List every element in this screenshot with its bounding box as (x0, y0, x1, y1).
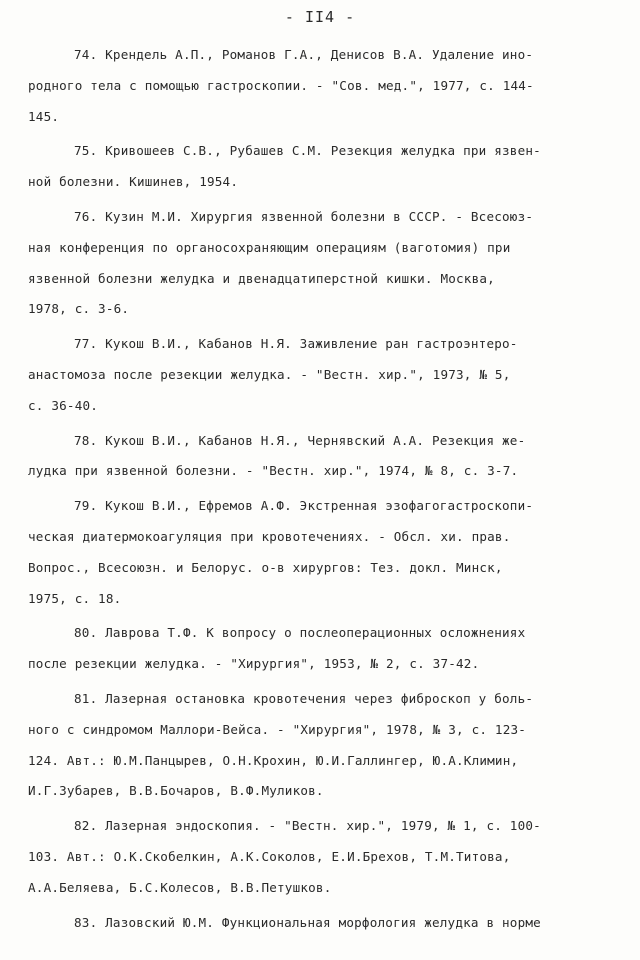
entry-line: 74. Крендель А.П., Романов Г.А., Денисов В.А. Удаление ино- (74, 47, 534, 62)
entry-line: 83. Лазовский Ю.М. Функциональная морфология желудка в норме (74, 914, 541, 930)
entry-line: 75. Кривошеев С.В., Рубашев С.М. Резекция желудка при язвен- (74, 143, 541, 159)
entry-line: 78. Кукош В.И., Кабанов Н.Я., Чернявский А.А. Резекция же- (74, 432, 526, 448)
entry-line: с. 36-40. (28, 397, 99, 413)
entry-line: после резекции желудка. - "Хирургия", 1953, № 2, с. 37-42. (28, 656, 480, 672)
bibliography-entry (28, 426, 618, 488)
entry-line: ческая диатермокоагуляция при кровотечениях. - Обсл. хи. прав. (28, 528, 511, 544)
entry-line: 81. Лазерная остановка кровотечения через фиброскоп у боль- (74, 690, 534, 706)
entry-line: 77. Кукош В.И., Кабанов Н.Я. Заживление ран гастроэнтеро- (74, 336, 518, 352)
bibliography-entry (28, 811, 618, 903)
entry-line: Вопрос., Всесоюзн. и Белорус. о-в хирургов: Тез. докл. Минск, (28, 559, 503, 575)
bibliography-entry (28, 618, 618, 680)
entry-line: родного тела с помощью гастроскопии. - "Сов. мед.", 1977, с. 144- (28, 77, 534, 93)
entry-line: 80. Лаврова Т.Ф. К вопросу о послеоперационных осложнениях (74, 625, 526, 641)
bibliography-entry (28, 491, 618, 614)
entry-line: 82. Лазерная эндоскопия. - "Вестн. хир.", 1979, № 1, с. 100- (74, 818, 541, 834)
page-number: - II4 - (284, 8, 356, 26)
entry-line: ная конференция по органосохраняющим операциям (ваготомия) при (28, 239, 511, 255)
entry-line: ного с синдромом Маллори-Вейса. - "Хирургия", 1978, № 3, с. 123- (28, 721, 527, 737)
entry-line: язвенной болезни желудка и двенадцатиперстной кишки. Москва, (28, 270, 495, 286)
entry-line: ной болезни. Кишинев, 1954. (28, 174, 239, 190)
bibliography-entry (28, 202, 618, 325)
entry-line: 145. (28, 108, 60, 124)
entry-line: 124. Авт.: Ю.М.Панцырев, О.Н.Крохин, Ю.И.Галлингер, Ю.А.Климин, (28, 752, 519, 768)
entry-line: 103. Авт.: О.К.Скобелкин, А.К.Соколов, Е.И.Брехов, Т.М.Титова, (28, 848, 511, 864)
entry-line: И.Г.Зубарев, В.В.Бочаров, В.Ф.Муликов. (28, 783, 324, 799)
bibliography-entry (28, 329, 618, 421)
bibliography-entry (28, 908, 618, 939)
entry-line: 79. Кукош В.И., Ефремов А.Ф. Экстренная эзофагогастроскопи- (74, 498, 534, 514)
entry-line: 1978, с. 3-6. (28, 301, 130, 317)
bibliography-entry (28, 40, 618, 132)
entry-line: лудка при язвенной болезни. - "Вестн. хир.", 1974, № 8, с. 3-7. (28, 463, 519, 479)
entry-line: анастомоза после резекции желудка. - "Вестн. хир.", 1973, № 5, (28, 366, 511, 382)
bibliography-entry (28, 684, 618, 807)
entry-line: 76. Кузин М.И. Хирургия язвенной болезни в СССР. - Всесоюз- (74, 208, 534, 224)
bibliography-entry (28, 136, 618, 198)
entry-line: А.А.Беляева, Б.С.Колесов, В.В.Петушков. (28, 879, 332, 895)
bibliography-list (28, 40, 618, 942)
entry-line: 1975, с. 18. (28, 590, 122, 606)
